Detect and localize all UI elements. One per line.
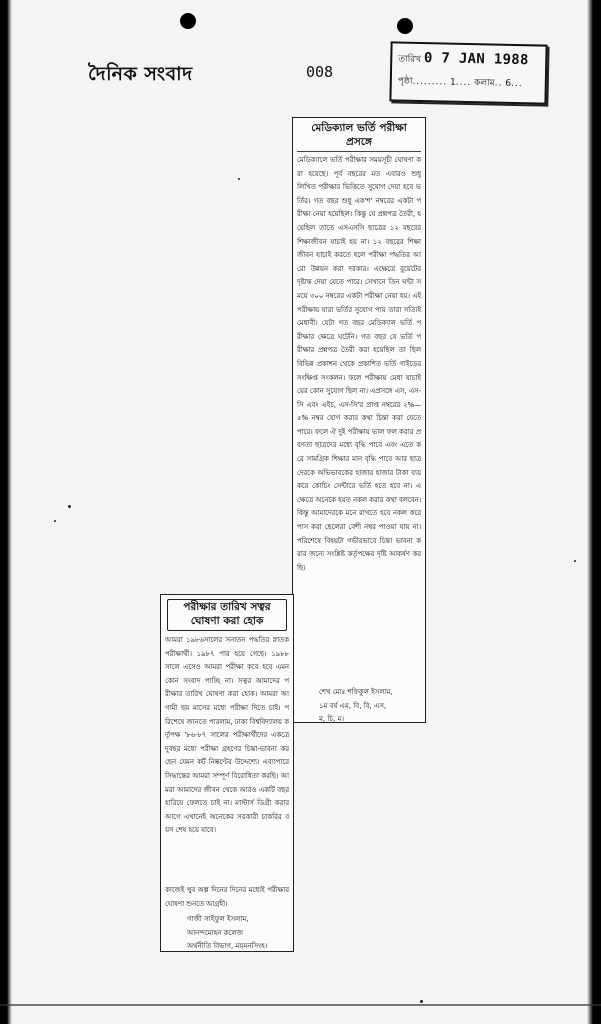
page-code: 008	[306, 63, 334, 81]
date-stamp	[389, 41, 547, 104]
stamp-page-label: পৃষ্ঠা	[397, 76, 413, 87]
scan-speck	[574, 560, 576, 562]
stamp-column-label: কলাম	[473, 78, 495, 89]
article-body: আমরা ১৯৮৬সালের সনাতন পদ্ধতির স্নাতক পরীক্ষার্থী। ১৯৮৭ পার হয়ে গেছে। ১৯৮৮ সালে এসেও আমরা পরীক্ষা কবে হবে এমন কোন সংবাদ পাচ্ছি না। সত্বর আমাদের পরীক্ষার তারিখ ঘোষণা করা হোক। আমরা আগামী ছয় মাসের মধ্যে পরীক্ষা দিতে চাই। পরিশেষে জানতে পারলাম, ঢাকা বিশ্ববিদ্যালয় কর্তৃপক্ষ '৮৬-৮৭ সালের পরীক্ষার্থীদের একত্রে দুবছর মধ্যে পরীক্ষা গ্রহণের চিন্তা-ভাবনা করছেন যেমন কর্ট নিষ্কণ্টের উদ্দেশ্যে। এব্যাপারে সিদ্ধান্তের আমরা সম্পূর্ণ বিরোধিতা করছি। আমরা আমাদের জীবন থেকে আরও একটি বছর হারিয়ে ফেলতে চাই না। মাস্টার্স ডিগ্রী করার আগে এখানেই অনেকের সরকারী চাকরির বয়স শেষ হয়ে যাবে।	[165, 636, 289, 835]
signature-affiliation: আনন্দমোহন কলেজ	[187, 928, 243, 937]
scan-speck	[238, 178, 240, 180]
signature-affiliation: ১ম বর্ষ এম, বি, বি, এস,	[319, 701, 387, 710]
letter-clipping-exam-date	[160, 594, 294, 952]
newspaper-masthead: দৈনিক সংবাদ	[88, 63, 193, 85]
scan-edge-left	[0, 0, 12, 1024]
stamp-page-row: পৃষ্ঠা......... 1.... কলাম.. 6...	[397, 76, 523, 90]
punch-hole-right	[397, 18, 413, 34]
article-signature	[187, 913, 287, 954]
stamp-column-value: 6	[505, 78, 512, 89]
signature-name: গাজী সাইফুল ইসলাম,	[187, 915, 249, 924]
scan-speck	[420, 1000, 423, 1003]
stamp-page-value: 1	[449, 77, 456, 88]
stamp-date-label: তারিখ	[398, 54, 422, 66]
article-headline: মেডিক্যাল ভর্তি পরীক্ষা প্রসঙ্গে	[297, 121, 421, 152]
article-body: মেডিক্যালে ভর্তি পরীক্ষার সময়সূচী ঘোষণা করা হয়েছে। পূর্ব বছরের মত এবারও শুধু লিখিত পরীক্ষার ভিত্তিতে সুযোগ দেয়া হবে ভর্তির। গত বছর শুধু এক'শ' নম্বরের একটা পরীক্ষা নেয়া হয়েছিল। কিন্তু যে প্রশ্নপত্র তৈরী, হয়েছিল তাতে এসএসসি ছাত্রের ১২ বছরের শিক্ষাজীবন যাচাই হয় না। ১২ বছরের শিক্ষা জীবন যাচাই করতে হলে পরীক্ষা পদ্ধতির আরো উন্নয়ন করা দরকার। এক্ষেত্রে বুয়েটের দৃষ্টান্ত দেয়া যেতে পারে। সেখানে তিন ঘন্টা সময়ে ৩০০ নম্বরের একটা পরীক্ষা নেয়া হয়। এই পরীক্ষায় যারা ভর্তির সুযোগ পায় তারা সত্যিই মেধাবী। যেটা গত বছর মেডিক্যাল ভর্তি পরীক্ষার ক্ষেত্রে ঘটেনি। গত বছর যে ভর্তি পরীক্ষার প্রশ্নপত্র তৈরী করা হয়েছিল তা ছিল বিভিন্ন প্রকাশন থেকে প্রকাশিত ভর্তি গাইডের সংক্ষিপ্ত সংকলন। ফলে পরীক্ষায় মেধা যাচাইয়ের কোন সুযোগ ছিল না। এপ্রসঙ্গে এস, এস-সি এবং এইচ, এস-সি'র প্রাপ্ত নম্বরের ২%—৫% নম্বর যোগ করার কথা চিন্তা করা যেতে পারে। ফলে ঐ দুই পরীক্ষায় ভাল ফল করার প্রবণতা ছাত্রদের মধ্যে বৃদ্ধি পাবে এবং এতে করে সামগ্রিক শিক্ষার মান বৃদ্ধি পাবে আর ছাত্রদেরকে অভিভাবকের হাজার হাজার টাকা ব্যয় করে কোচিং সেন্টারে ভর্তি হতে হবে না। এক্ষেত্রে অনেকে হয়ত নকল করার কথা বলবেন। কিন্তু আমাদেরকে মনে রাখতে হবে নকল করে পাস করা ছেলেরা বেশী নম্বর পাওয়া যায় না। পরিশেষে বিষয়টা গভীরভাবে চিন্তা ভাবনা করার জন্যে সংশ্লিষ্ট কর্তৃপক্ষের দৃষ্টি আকর্ষণ করছি।	[297, 156, 421, 572]
signature-name: শেখ মোঃ শফিকুল ইসলাম,	[319, 688, 393, 696]
signature-institution: অর্থনীতি বিভাগ, ময়মনসিংহ।	[187, 942, 268, 951]
stamp-date-value: 0 7 JAN 1988	[423, 50, 529, 69]
scan-bottom-edge	[0, 1004, 601, 1006]
punch-hole-left	[180, 13, 196, 29]
article-signature	[319, 686, 419, 727]
scan-edge-right	[587, 0, 601, 1024]
article-headline: পরীক্ষার তারিখ সত্বর ঘোষণা করা হোক	[167, 599, 287, 631]
article-closing: কাজেই খুব অল্প দিনের দিনের মধ্যেই পরীক্ষার ঘোষণা শুনতে আগ্রহী।	[165, 886, 289, 908]
signature-institution: ম, চি, ম।	[319, 715, 344, 723]
stamp-date-row	[398, 50, 529, 70]
scan-speck	[54, 520, 56, 522]
scan-speck	[68, 505, 71, 508]
letter-clipping-medical-admission	[292, 117, 426, 723]
